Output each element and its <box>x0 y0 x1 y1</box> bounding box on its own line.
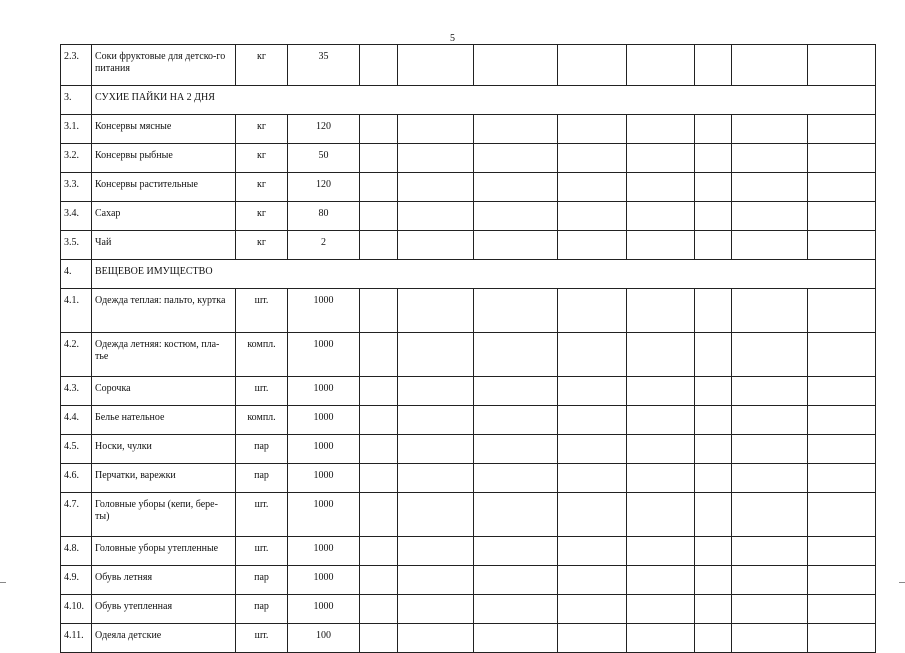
empty-cell <box>398 464 474 493</box>
row-number: 4.2. <box>61 333 92 377</box>
empty-cell <box>732 537 808 566</box>
empty-cell <box>732 493 808 537</box>
item-name: Головные уборы утепленные <box>92 537 236 566</box>
empty-cell <box>808 173 876 202</box>
item-unit: пар <box>236 566 288 595</box>
empty-cell <box>558 173 627 202</box>
table-body <box>61 45 876 653</box>
empty-cell <box>808 624 876 653</box>
empty-cell <box>695 406 732 435</box>
empty-cell <box>398 115 474 144</box>
empty-cell <box>732 464 808 493</box>
empty-cell <box>558 537 627 566</box>
table-row <box>61 144 876 173</box>
empty-cell <box>627 231 695 260</box>
empty-cell <box>558 333 627 377</box>
inventory-table <box>60 44 876 653</box>
empty-cell <box>558 566 627 595</box>
item-unit: кг <box>236 144 288 173</box>
empty-cell <box>474 173 558 202</box>
empty-cell <box>627 624 695 653</box>
table-row <box>61 566 876 595</box>
empty-cell <box>627 289 695 333</box>
item-name: Обувь утепленная <box>92 595 236 624</box>
empty-cell <box>627 144 695 173</box>
empty-cell <box>360 231 398 260</box>
row-number: 4.3. <box>61 377 92 406</box>
empty-cell <box>398 45 474 86</box>
row-number: 3.3. <box>61 173 92 202</box>
empty-cell <box>695 115 732 144</box>
margin-tick-right <box>899 582 905 583</box>
empty-cell <box>808 289 876 333</box>
empty-cell <box>398 377 474 406</box>
empty-cell <box>558 406 627 435</box>
section-title: СУХИЕ ПАЙКИ НА 2 ДНЯ <box>92 86 876 115</box>
empty-cell <box>808 333 876 377</box>
row-number: 4.11. <box>61 624 92 653</box>
empty-cell <box>808 377 876 406</box>
empty-cell <box>360 45 398 86</box>
empty-cell <box>398 289 474 333</box>
empty-cell <box>808 464 876 493</box>
empty-cell <box>627 115 695 144</box>
empty-cell <box>695 537 732 566</box>
empty-cell <box>695 464 732 493</box>
empty-cell <box>695 202 732 231</box>
empty-cell <box>627 333 695 377</box>
empty-cell <box>732 115 808 144</box>
item-name: Одежда теплая: пальто, куртка <box>92 289 236 333</box>
item-name: Одеяла детские <box>92 624 236 653</box>
empty-cell <box>474 406 558 435</box>
empty-cell <box>398 202 474 231</box>
empty-cell <box>808 202 876 231</box>
empty-cell <box>695 566 732 595</box>
empty-cell <box>808 595 876 624</box>
table-row <box>61 45 876 86</box>
empty-cell <box>360 144 398 173</box>
empty-cell <box>474 231 558 260</box>
empty-cell <box>474 537 558 566</box>
empty-cell <box>627 377 695 406</box>
empty-cell <box>732 377 808 406</box>
row-number: 4. <box>61 260 92 289</box>
empty-cell <box>474 566 558 595</box>
row-number: 2.3. <box>61 45 92 86</box>
row-number: 4.7. <box>61 493 92 537</box>
item-unit: кг <box>236 202 288 231</box>
empty-cell <box>732 289 808 333</box>
empty-cell <box>808 537 876 566</box>
margin-tick-left <box>0 582 6 583</box>
empty-cell <box>360 537 398 566</box>
item-unit: шт. <box>236 289 288 333</box>
table-row <box>61 289 876 333</box>
empty-cell <box>474 289 558 333</box>
table-row <box>61 537 876 566</box>
empty-cell <box>627 435 695 464</box>
item-unit: кг <box>236 173 288 202</box>
empty-cell <box>398 435 474 464</box>
empty-cell <box>627 45 695 86</box>
empty-cell <box>474 595 558 624</box>
empty-cell <box>732 173 808 202</box>
empty-cell <box>360 406 398 435</box>
row-number: 3.5. <box>61 231 92 260</box>
table-row <box>61 493 876 537</box>
empty-cell <box>398 493 474 537</box>
empty-cell <box>398 595 474 624</box>
item-unit: кг <box>236 115 288 144</box>
empty-cell <box>474 435 558 464</box>
row-number: 4.6. <box>61 464 92 493</box>
empty-cell <box>474 115 558 144</box>
empty-cell <box>474 464 558 493</box>
empty-cell <box>732 333 808 377</box>
empty-cell <box>558 435 627 464</box>
empty-cell <box>558 377 627 406</box>
row-number: 3. <box>61 86 92 115</box>
item-quantity: 1000 <box>288 464 360 493</box>
empty-cell <box>732 435 808 464</box>
empty-cell <box>558 231 627 260</box>
table-row <box>61 377 876 406</box>
item-quantity: 50 <box>288 144 360 173</box>
empty-cell <box>695 45 732 86</box>
table-row <box>61 624 876 653</box>
empty-cell <box>732 202 808 231</box>
item-quantity: 1000 <box>288 566 360 595</box>
item-quantity: 1000 <box>288 493 360 537</box>
item-quantity: 1000 <box>288 333 360 377</box>
row-number: 3.4. <box>61 202 92 231</box>
empty-cell <box>360 173 398 202</box>
empty-cell <box>474 144 558 173</box>
item-quantity: 120 <box>288 115 360 144</box>
empty-cell <box>360 624 398 653</box>
empty-cell <box>474 377 558 406</box>
empty-cell <box>360 377 398 406</box>
empty-cell <box>627 406 695 435</box>
empty-cell <box>398 231 474 260</box>
item-unit: пар <box>236 464 288 493</box>
table-row <box>61 333 876 377</box>
empty-cell <box>398 173 474 202</box>
empty-cell <box>360 333 398 377</box>
empty-cell <box>808 144 876 173</box>
empty-cell <box>398 537 474 566</box>
item-quantity: 35 <box>288 45 360 86</box>
empty-cell <box>558 202 627 231</box>
empty-cell <box>398 333 474 377</box>
empty-cell <box>558 115 627 144</box>
item-quantity: 1000 <box>288 435 360 464</box>
row-number: 4.8. <box>61 537 92 566</box>
empty-cell <box>695 624 732 653</box>
empty-cell <box>474 333 558 377</box>
item-quantity: 100 <box>288 624 360 653</box>
item-quantity: 1000 <box>288 377 360 406</box>
empty-cell <box>732 566 808 595</box>
row-number: 3.1. <box>61 115 92 144</box>
empty-cell <box>695 289 732 333</box>
item-quantity: 120 <box>288 173 360 202</box>
item-quantity: 80 <box>288 202 360 231</box>
empty-cell <box>695 493 732 537</box>
empty-cell <box>474 624 558 653</box>
item-name: Соки фруктовые для детско-го питания <box>92 45 236 86</box>
item-unit: кг <box>236 45 288 86</box>
empty-cell <box>558 144 627 173</box>
item-name: Сорочка <box>92 377 236 406</box>
empty-cell <box>398 624 474 653</box>
section-title: ВЕЩЕВОЕ ИМУЩЕСТВО <box>92 260 876 289</box>
empty-cell <box>627 464 695 493</box>
empty-cell <box>627 173 695 202</box>
table-row <box>61 202 876 231</box>
row-number: 3.2. <box>61 144 92 173</box>
item-name: Одежда летняя: костюм, пла-тье <box>92 333 236 377</box>
empty-cell <box>360 115 398 144</box>
item-name: Консервы мясные <box>92 115 236 144</box>
empty-cell <box>695 377 732 406</box>
item-unit: компл. <box>236 333 288 377</box>
empty-cell <box>695 595 732 624</box>
empty-cell <box>627 493 695 537</box>
empty-cell <box>474 202 558 231</box>
empty-cell <box>808 406 876 435</box>
empty-cell <box>732 45 808 86</box>
empty-cell <box>808 231 876 260</box>
item-name: Головные уборы (кепи, бере-ты) <box>92 493 236 537</box>
empty-cell <box>558 624 627 653</box>
empty-cell <box>558 45 627 86</box>
empty-cell <box>808 115 876 144</box>
empty-cell <box>695 333 732 377</box>
empty-cell <box>627 566 695 595</box>
empty-cell <box>558 464 627 493</box>
empty-cell <box>732 144 808 173</box>
page-number: 5 <box>450 33 455 44</box>
empty-cell <box>627 537 695 566</box>
table-row <box>61 406 876 435</box>
empty-cell <box>808 435 876 464</box>
empty-cell <box>360 566 398 595</box>
table-row <box>61 435 876 464</box>
empty-cell <box>808 566 876 595</box>
row-number: 4.4. <box>61 406 92 435</box>
empty-cell <box>474 493 558 537</box>
table-row <box>61 595 876 624</box>
item-name: Носки, чулки <box>92 435 236 464</box>
item-name: Чай <box>92 231 236 260</box>
item-name: Перчатки, варежки <box>92 464 236 493</box>
empty-cell <box>474 45 558 86</box>
item-unit: кг <box>236 231 288 260</box>
empty-cell <box>360 289 398 333</box>
empty-cell <box>808 493 876 537</box>
item-name: Консервы растительные <box>92 173 236 202</box>
empty-cell <box>732 595 808 624</box>
item-unit: шт. <box>236 624 288 653</box>
item-unit: шт. <box>236 377 288 406</box>
empty-cell <box>695 173 732 202</box>
empty-cell <box>627 595 695 624</box>
item-quantity: 1000 <box>288 289 360 333</box>
section-row <box>61 260 876 289</box>
item-unit: шт. <box>236 537 288 566</box>
empty-cell <box>360 595 398 624</box>
empty-cell <box>695 435 732 464</box>
empty-cell <box>732 406 808 435</box>
table-row <box>61 173 876 202</box>
empty-cell <box>732 624 808 653</box>
empty-cell <box>398 566 474 595</box>
row-number: 4.9. <box>61 566 92 595</box>
table-row <box>61 115 876 144</box>
row-number: 4.5. <box>61 435 92 464</box>
empty-cell <box>558 289 627 333</box>
empty-cell <box>398 144 474 173</box>
empty-cell <box>695 144 732 173</box>
empty-cell <box>627 202 695 231</box>
table-row <box>61 231 876 260</box>
item-quantity: 2 <box>288 231 360 260</box>
row-number: 4.1. <box>61 289 92 333</box>
item-name: Сахар <box>92 202 236 231</box>
empty-cell <box>732 231 808 260</box>
empty-cell <box>360 202 398 231</box>
table-row <box>61 464 876 493</box>
row-number: 4.10. <box>61 595 92 624</box>
empty-cell <box>360 493 398 537</box>
empty-cell <box>398 406 474 435</box>
item-name: Обувь летняя <box>92 566 236 595</box>
item-unit: пар <box>236 595 288 624</box>
empty-cell <box>360 464 398 493</box>
item-quantity: 1000 <box>288 595 360 624</box>
item-unit: компл. <box>236 406 288 435</box>
item-name: Консервы рыбные <box>92 144 236 173</box>
empty-cell <box>695 231 732 260</box>
empty-cell <box>808 45 876 86</box>
item-name: Белье нательное <box>92 406 236 435</box>
item-quantity: 1000 <box>288 537 360 566</box>
section-row <box>61 86 876 115</box>
item-quantity: 1000 <box>288 406 360 435</box>
item-unit: шт. <box>236 493 288 537</box>
empty-cell <box>558 493 627 537</box>
empty-cell <box>558 595 627 624</box>
empty-cell <box>360 435 398 464</box>
item-unit: пар <box>236 435 288 464</box>
